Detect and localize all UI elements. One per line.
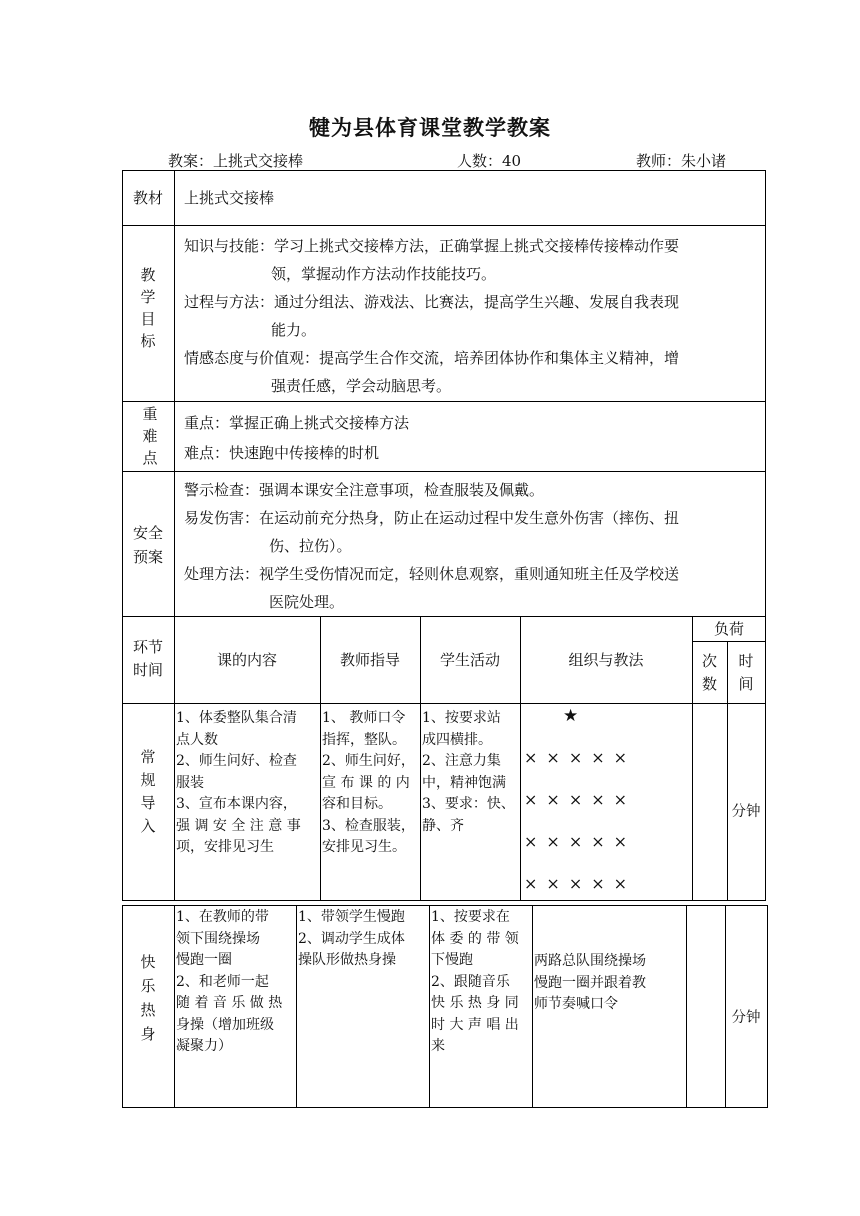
- safety-check: 警示检查：强调本课安全注意事项，检查服装及佩戴。: [184, 481, 545, 499]
- section1-student: 1、按要求站 成四横排。 2、注意力集 中，精神饱满 3、要求：快、 静、齐: [422, 710, 515, 834]
- safety-injury: 易发伤害：在运动前充分热身，防止在运动过程中发生意外伤害（摔伤、扭: [184, 509, 680, 527]
- material-label: 教材: [132, 189, 163, 207]
- section2-teacher: 1、带领学生慢跑 2、调动学生成体 操队形做热身操: [298, 909, 405, 968]
- formation-row-3: ×××××: [524, 832, 637, 851]
- student-count: 人数：40: [457, 152, 522, 170]
- section1-stage: 常 规 导 入: [140, 748, 156, 835]
- keypoints-label: 重 难 点: [142, 405, 158, 467]
- section1-time: 分钟: [731, 804, 761, 820]
- header-load: 负荷: [713, 620, 744, 638]
- objective-attitude: 情感态度与价值观：提高学生合作交流，培养团体协作和集体主义精神，增: [184, 349, 680, 367]
- objective-process: 过程与方法：通过分组法、游戏法、比赛法，提高学生兴趣、发展自我表现: [184, 293, 680, 311]
- section2-time: 分钟: [731, 1010, 761, 1026]
- formation-row-1: ×××××: [524, 748, 637, 767]
- header-student-activity: 学生活动: [439, 651, 500, 669]
- header-content: 课的内容: [216, 651, 277, 669]
- page-title: 犍为县体育课堂教学教案: [309, 116, 551, 140]
- formation-row-4: ×××××: [524, 874, 637, 893]
- objectives-label: 教 学 目 标: [140, 266, 156, 350]
- section2-stage: 快 乐 热 身: [140, 953, 156, 1043]
- lesson-name: 教案：上挑式交接棒: [168, 152, 304, 170]
- objectives-content: 知识与技能：学习上挑式交接棒方法，正确掌握上挑式交接棒传接棒动作要 领，掌握动作方法动作技能技巧。 过程与方法：通过分组法、游戏法、比赛法，提高学生兴趣、发展自我表现 能力。 情感态度与价值观：提高学生合作交流，培养团体协作和集体主义精神，增 强责任感，学会动脑思考。: [184, 232, 762, 400]
- section2-content: 1、在教师的带 领下围绕操场 慢跑一圈 2、和老师一起 随 着 音 乐 做 热 身操（增加班级 凝聚力）: [176, 909, 283, 1054]
- material-value: 上挑式交接棒: [184, 189, 275, 207]
- safety-content: 警示检查：强调本课安全注意事项，检查服装及佩戴。 易发伤害：在运动前充分热身，防止在运动过程中发生意外伤害（摔伤、扭 伤、拉伤）。 处理方法：视学生受伤情况而定，轻则休息观察，重则通知班主任及学校送 医院处理。: [184, 476, 762, 616]
- teacher-star-icon: ★: [563, 706, 579, 726]
- difficult-point: 难点：快速跑中传接棒的时机: [184, 444, 380, 462]
- section1-content: 1、体委整队集合清 点人数 2、师生问好、检查 服装 3、宣布本课内容， 强 调 安 全 注 意 事 项，安排见习生: [176, 710, 301, 855]
- section2-organization: 两路总队围绕操场 慢跑一圈并跟着教 师节奏喊口令: [534, 953, 646, 1012]
- key-point: 重点：掌握正确上挑式交接棒方法: [184, 414, 410, 432]
- safety-handling: 处理方法：视学生受伤情况而定，轻则休息观察，重则通知班主任及学校送: [184, 565, 680, 583]
- formation-row-2: ×××××: [524, 790, 637, 809]
- header-times: 次 数: [701, 652, 717, 693]
- keypoints-content: [184, 408, 754, 468]
- header-organization: 组织与教法: [568, 651, 644, 669]
- teacher-name: 教师：朱小诸: [636, 152, 727, 170]
- header-stage-time: 环节 时间: [132, 638, 163, 679]
- header-teacher-guide: 教师指导: [339, 651, 400, 669]
- header-time: 时 间: [738, 652, 754, 693]
- safety-label: 安全 预案: [132, 524, 163, 566]
- section2-student: 1、按要求在 体 委 的 带 领 下慢跑 2、跟随音乐 快 乐 热 身 同 时 大 声 唱 出 来: [431, 909, 519, 1054]
- section1-teacher: 1、 教师口令 指挥，整队。 2、师生问好， 宣 布 课 的 内 容和目标。 3、检查服装， 安排见习生。: [322, 710, 415, 855]
- objective-knowledge: 知识与技能：学习上挑式交接棒方法，正确掌握上挑式交接棒传接棒动作要: [184, 237, 680, 255]
